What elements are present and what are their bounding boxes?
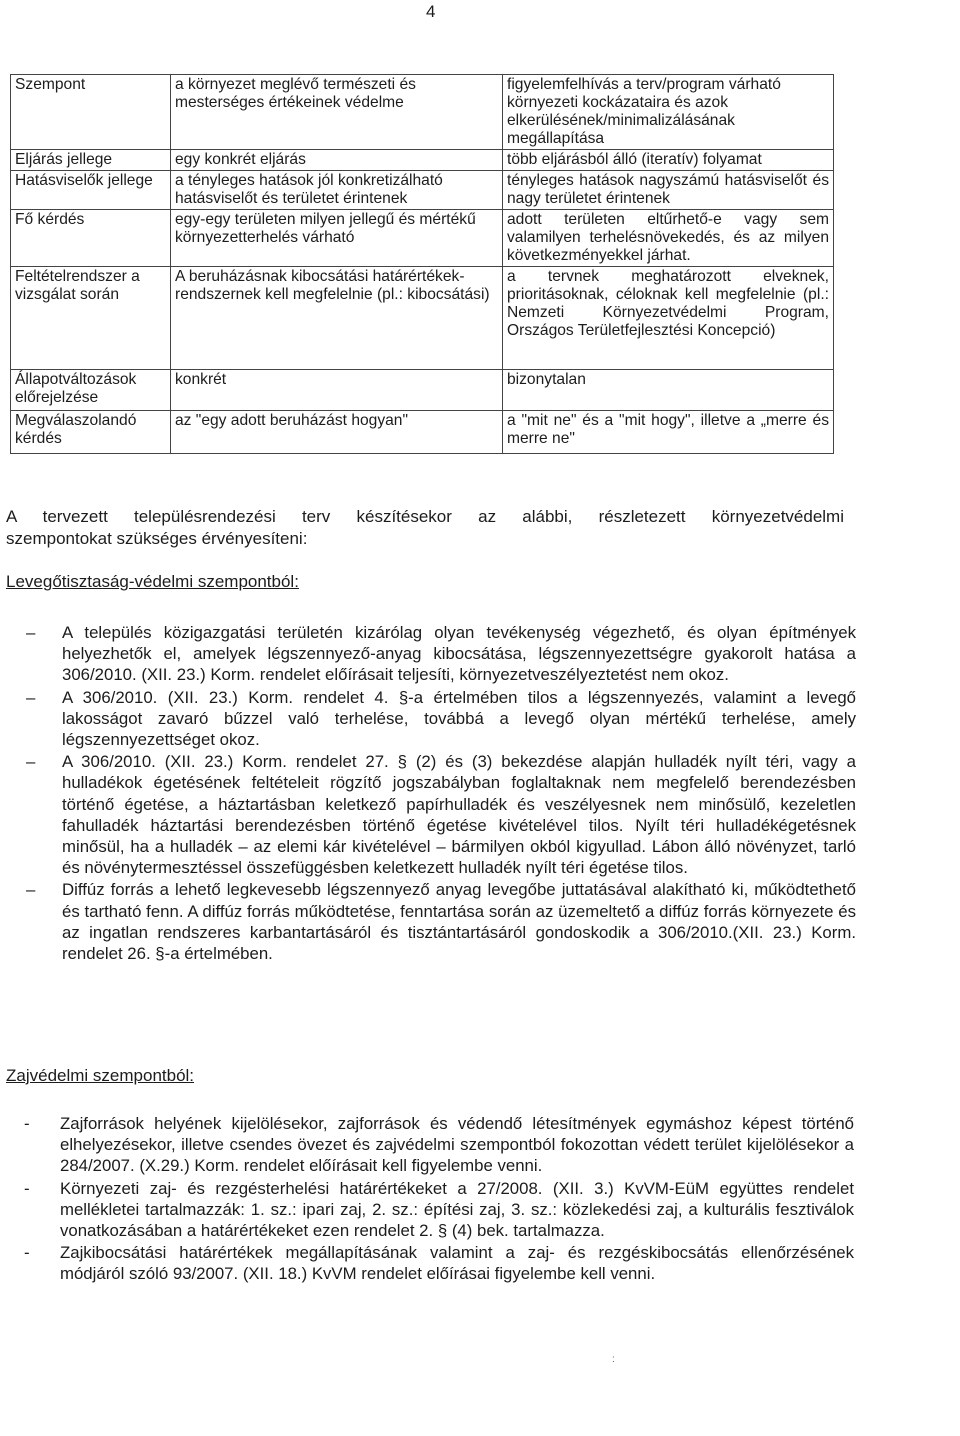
list-item xyxy=(26,687,856,751)
list-item-text: A település közigazgatási területén kizárólag olyan tevékenység végezhető, és olyan építmények helyezhetők el, amelyek légszennyező-anyag kibocsátása, légszennyezettségre gyakorolt hatása a 306/2010. (XII. 23.) Korm. rendelet előírásait teljesíti, környezetveszélyeztetést nem okoz. xyxy=(62,623,856,685)
scan-speck: : xyxy=(612,1354,615,1365)
program-cell: tényleges hatások nagyszámú hatásviselőt és nagy területet érintenek xyxy=(503,171,834,210)
table-row xyxy=(11,411,834,454)
table-row xyxy=(11,210,834,267)
dash-bullet-icon: – xyxy=(26,880,36,900)
program-cell: adott területen eltűrhető-e vagy sem valamilyen terhelésnövekedés, és az milyen következményekkel járhat. xyxy=(503,210,834,267)
program-cell: több eljárásból álló (iteratív) folyamat xyxy=(503,150,834,171)
plan-cell: egy konkrét eljárás xyxy=(171,150,503,171)
plan-cell: a tényleges hatások jól konkretizálható hatásviselőt és területet érintenek xyxy=(171,171,503,210)
table-row xyxy=(11,171,834,210)
list-item xyxy=(24,1113,854,1177)
table-row xyxy=(11,75,834,150)
dash-bullet-icon: – xyxy=(26,623,36,642)
dash-bullet-icon: - xyxy=(24,1178,30,1198)
list-item xyxy=(24,1242,854,1284)
noise-requirements-list xyxy=(24,1113,854,1286)
row-label-cell: Fő kérdés xyxy=(11,210,171,267)
list-item-text: A 306/2010. (XII. 23.) Korm. rendelet 4. §-a értelmében tilos a légszennyezés, valamint a levegő lakosságot zavaró bűzzel való terhelése, továbbá a levegő olyan mértékű terhelése, amely légszennyezettséget okoz. xyxy=(62,687,856,750)
plan-cell: egy-egy területen milyen jellegű és mértékű környezetterhelés várható xyxy=(171,210,503,267)
plan-cell: az "egy adott beruházást hogyan" xyxy=(171,411,503,454)
program-cell: bizonytalan xyxy=(503,370,834,411)
air-section-heading: Levegőtisztaság-védelmi szempontból: xyxy=(6,572,299,591)
intro-line-2: szempontokat szükséges érvényesíteni: xyxy=(6,529,308,548)
program-cell: a "mit ne" és a "mit hogy", illetve a „merre és merre ne" xyxy=(503,411,834,454)
row-label-cell: Eljárás jellege xyxy=(11,150,171,171)
list-item xyxy=(26,622,856,686)
comparison-table xyxy=(10,74,834,454)
plan-cell: konkrét xyxy=(171,370,503,411)
program-cell: a tervnek meghatározott elveknek, prioritásoknak, céloknak kell megfelelnie (pl.: Nemzeti Környezetvédelmi Program, Országos Területfejlesztési Koncepció) xyxy=(503,267,834,370)
row-label-cell: Hatásviselők jellege xyxy=(11,171,171,210)
list-item xyxy=(26,751,856,878)
list-item xyxy=(26,879,856,964)
list-item-text: A 306/2010. (XII. 23.) Korm. rendelet 27. § (2) és (3) bekezdése alapján hulladék nyílt téri, vagy a hulladékok égetésének feltételeit rögzítő jogszabályban foglaltaknak nem megfelelő berendezésben történő égetése, a háztartásban keletkező papírhulladék és veszélyesnek nem minősülő, kezeletlen fahulladék háztartási berendezésben történő égetése kivételével tilos. Nyílt téri hulladékégetésnek minősül, ha a hulladék – az elemi kár kivételével – bármilyen okból kigyullad. Lábon álló növényzet, tarló és növénytermesztéssel összefüggésben keletkezett hulladék nyílt téri égetése tilos. xyxy=(62,752,856,878)
row-label-cell: Állapotváltozások előrejelzése xyxy=(11,370,171,411)
plan-cell: A beruházásnak kibocsátási határértékek-rendszernek kell megfelelnie (pl.: kibocsátási) xyxy=(171,267,503,370)
table-row xyxy=(11,150,834,171)
noise-section-heading: Zajvédelmi szempontból: xyxy=(6,1066,195,1085)
dash-bullet-icon: – xyxy=(26,752,36,772)
dash-bullet-icon: - xyxy=(24,1243,30,1263)
row-label-cell: Feltételrendszer a vizsgálat során xyxy=(11,267,171,370)
plan-cell: a környezet meglévő természeti és mesterséges értékeinek védelme xyxy=(171,75,503,150)
page-number: 4 xyxy=(426,2,436,21)
list-item-text: Zajforrások helyének kijelölésekor, zajforrások és védendő létesítmények egymáshoz képest történő elhelyezésekor, illetve csendes övezet és zajvédelmi szempontból fokozottan védett terület kijelölésekor a 284/2007. (X.29.) Korm. rendelet előírásait kell figyelembe venni. xyxy=(60,1114,854,1176)
dash-bullet-icon: – xyxy=(26,687,36,707)
comparison-table-body xyxy=(11,75,834,454)
table-row xyxy=(11,267,834,370)
dash-bullet-icon: - xyxy=(24,1114,30,1133)
row-label-cell: Megválaszolandó kérdés xyxy=(11,411,171,454)
list-item xyxy=(24,1178,854,1242)
list-item-text: Zajkibocsátási határértékek megállapításának valamint a zaj- és rezgéskibocsátás ellenőrzésének módjáról szóló 93/2007. (XII. 18.) KvVM rendelet előírásai figyelembe kell venni. xyxy=(60,1243,854,1284)
intro-line-1: A tervezett településrendezési terv készítésekor az alábbi, részletezett környezetvédelmi xyxy=(6,507,844,526)
table-row xyxy=(11,370,834,411)
row-label-cell: Szempont xyxy=(11,75,171,150)
intro-paragraph xyxy=(6,506,844,550)
program-cell: figyelemfelhívás a terv/program várható környezeti kockázataira és azok elkerülésének/minimalizálásának megállapítása xyxy=(503,75,834,150)
list-item-text: Diffúz forrás a lehető legkevesebb légszennyező anyag levegőbe juttatásával alakítható ki, működtethető és tartható fenn. A diffúz forrás működtetése, fenntartása során az üzemeltető a diffúz forrás környezete és az ingatlan rendszeres karbantartásáról és tisztántartásáról gondoskodik a 306/2010.(XII. 23.) Korm. rendelet 26. §-a értelmében. xyxy=(62,880,856,964)
list-item-text: Környezeti zaj- és rezgésterhelési határértékeket a 27/2008. (XII. 3.) KvVM-EüM együttes rendelet mellékletei tartalmazzák: 1. sz.: ipari zaj, 2. sz.: építési zaj, 3. sz.: közlekedési zaj, a kulturális fesztiválok vonatkozásában a határértékeket ezen rendelet 2. § (4) bek. tartalmazza. xyxy=(60,1178,854,1241)
air-requirements-list xyxy=(26,622,856,965)
